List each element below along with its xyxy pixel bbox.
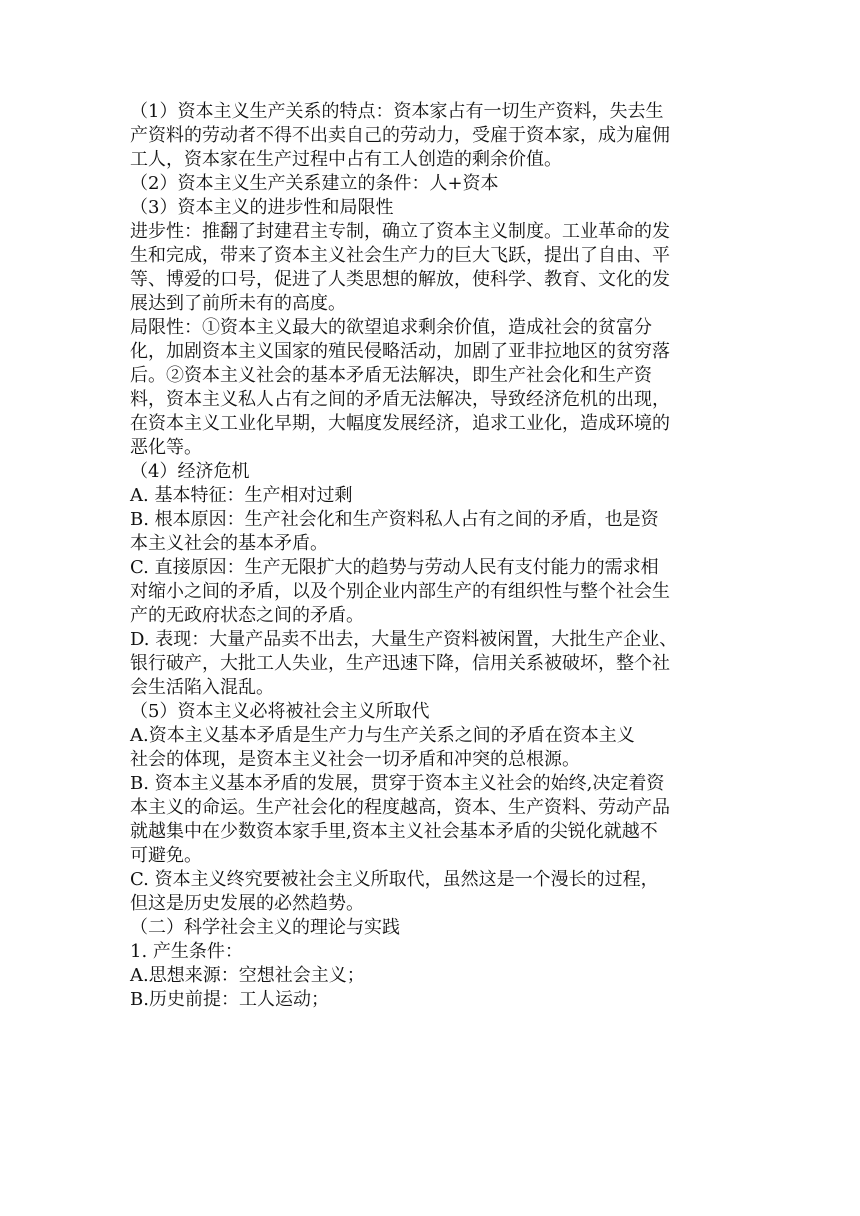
section-heading: （二）科学社会主义的理论与实践: [130, 917, 400, 938]
section-heading: （5）资本主义必将被社会主义所取代: [130, 701, 430, 722]
list-item: A.思想来源：空想社会主义；: [130, 965, 365, 986]
list-item: D. 表现：大量产品卖不出去，大量生产资料被闲置，大批生产企业、: [130, 629, 678, 650]
text-line: （1）资本主义生产关系的特点：资本家占有一切生产资料，失去生: [130, 101, 664, 122]
text-line: 恶化等。: [130, 437, 202, 458]
document-page: [130, 100, 740, 1012]
text-line: 在资本主义工业化早期，大幅度发展经济，追求工业化，造成环境的: [130, 413, 670, 434]
text-line: 对缩小之间的矛盾，以及个别企业内部生产的有组织性与整个社会生: [130, 581, 670, 602]
text-line: 但这是历史发展的必然趋势。: [130, 893, 364, 914]
text-line: 后。②资本主义社会的基本矛盾无法解决，即生产社会化和生产资: [130, 365, 652, 386]
text-line: 可避免。: [130, 845, 202, 866]
list-item: C. 资本主义终究要被社会主义所取代，虽然这是一个漫长的过程，: [130, 869, 659, 890]
text-line: 生和完成，带来了资本主义社会生产力的巨大飞跃，提出了自由、平: [130, 245, 670, 266]
text-line: 本主义的命运。生产社会化的程度越高，资本、生产资料、劳动产品: [130, 797, 670, 818]
text-line: 料，资本主义私人占有之间的矛盾无法解决，导致经济危机的出现，: [130, 389, 670, 410]
text-line: 社会的体现，是资本主义社会一切矛盾和冲突的总根源。: [130, 749, 580, 770]
list-item: B.历史前提：工人运动；: [130, 989, 329, 1010]
text-line: 进步性：推翻了封建君主专制，确立了资本主义制度。工业革命的发: [130, 221, 670, 242]
text-line: 化，加剧资本主义国家的殖民侵略活动，加剧了亚非拉地区的贫穷落: [130, 341, 670, 362]
list-item: B. 资本主义基本矛盾的发展，贯穿于资本主义社会的始终,决定着资: [130, 773, 665, 794]
text-line: 就越集中在少数资本家手里,资本主义社会基本矛盾的尖锐化就越不: [130, 821, 658, 842]
text-line: 等、博爱的口号，促进了人类思想的解放，使科学、教育、文化的发: [130, 269, 670, 290]
text-line: 局限性：①资本主义最大的欲望追求剩余价值，造成社会的贫富分: [130, 317, 652, 338]
text-line: 产资料的劳动者不得不出卖自己的劳动力，受雇于资本家，成为雇佣: [130, 125, 670, 146]
list-item: C. 直接原因：生产无限扩大的趋势与劳动人民有支付能力的需求相: [130, 557, 659, 578]
list-item: A.资本主义基本矛盾是生产力与生产关系之间的矛盾在资本主义: [130, 725, 635, 746]
list-item: 1. 产生条件：: [130, 941, 243, 962]
section-heading: （2）资本主义生产关系建立的条件：人+资本: [130, 173, 499, 194]
text-line: 展达到了前所未有的高度。: [130, 293, 346, 314]
text-line: 本主义社会的基本矛盾。: [130, 533, 328, 554]
text-line: 工人，资本家在生产过程中占有工人创造的剩余价值。: [130, 149, 562, 170]
text-line: 会生活陷入混乱。: [130, 677, 274, 698]
section-heading: （3）资本主义的进步性和局限性: [130, 197, 394, 218]
text-line: 产的无政府状态之间的矛盾。: [130, 605, 364, 626]
text-line: 银行破产，大批工人失业，生产迅速下降，信用关系被破坏，整个社: [130, 653, 670, 674]
list-item: A. 基本特征：生产相对过剩: [130, 485, 353, 506]
list-item: B. 根本原因：生产社会化和生产资料私人占有之间的矛盾，也是资: [130, 509, 659, 530]
section-heading: （4）经济危机: [130, 461, 250, 482]
